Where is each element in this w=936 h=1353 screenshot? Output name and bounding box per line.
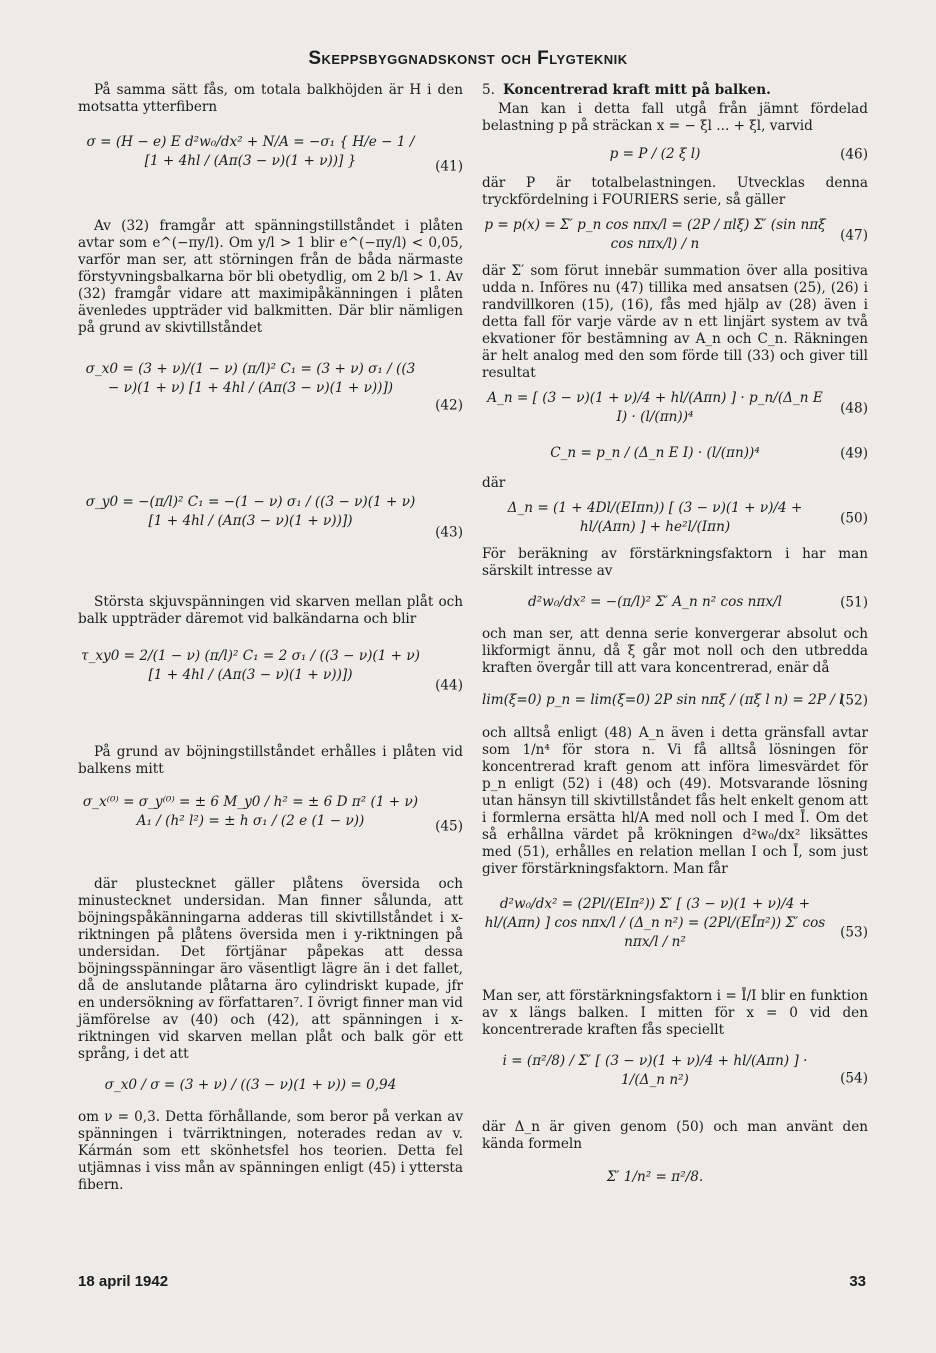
paragraph: och man ser, att denna serie konvergerar absolut och likformigt ännu, då ξ går mot noll och den utbredda kraften övergår till att vara koncentrerad, enär då: [482, 626, 868, 676]
paragraph: För beräkning av förstärkningsfaktorn i har man särskilt intresse av: [482, 546, 868, 579]
equation-number: (42): [435, 397, 463, 414]
running-header: Skeppsbyggnadskonst och Flygteknik: [308, 48, 628, 69]
equation-50: [482, 495, 868, 543]
equation-body: C_n = p_n / (Δ_n E I) · (l/(πn))⁴: [550, 445, 760, 461]
equation-body: p = p(x) = Σ′ p_n cos nπx/l = (2P / πlξ) Σ′ (sin nπξ cos nπx/l) / n: [484, 217, 826, 252]
equation-body: σ_y0 = −(π/l)² C₁ = −(1 − ν) σ₁ / ((3 − ν)(1 + ν) [1 + 4hl / (Aπ(3 − ν)(1 + ν))]): [85, 494, 416, 529]
equation-number: (43): [435, 524, 463, 541]
equation-body: Σ′ 1/n² = π²/8.: [606, 1169, 704, 1185]
equation-45: [78, 781, 463, 873]
equation-sum: [482, 1156, 868, 1200]
equation-41: [78, 119, 463, 215]
equation-47: [482, 212, 868, 260]
equation-body: σ_x⁽⁰⁾ = σ_y⁽⁰⁾ = ± 6 M_y0 / h² = ± 6 D π² (1 + ν) A₁ / (h² l²) = ± h σ₁ / (2 e (1 − ν)): [82, 794, 419, 829]
paragraph: Man kan i detta fall utgå från jämnt fördelad belastning p på sträckan x = − ξl ... + ξl, varvid: [482, 101, 868, 134]
equation-53: [482, 881, 868, 985]
issue-date: 18 april 1942: [78, 1273, 169, 1290]
page-number: 33: [849, 1273, 866, 1290]
paragraph: där Σ′ som förut innebär summation över alla positiva udda n. Införes nu (47) tillika med ansatsen (25), (26) i randvillkoren (15), (16), fås med hjälp av (28) även i detta fall för varje värde av n ett linjärt system av två ekvationer för bestämning av A_n och C_n. Räkningen är helt analog med den som förde till (33) och giver till resultat: [482, 263, 868, 381]
equation-body: A_n = [ (3 − ν)(1 + ν)/4 + hl/(Aπn) ] · p_n/(Δ_n E I) · (l/(πn))⁴: [487, 390, 823, 425]
equation-44: [78, 631, 463, 741]
section-heading: [482, 82, 868, 99]
equation-body: lim(ξ=0) p_n = lim(ξ=0) 2P sin nπξ / (πξ l n) = 2P / l: [482, 692, 844, 708]
equation-number: (44): [435, 677, 463, 694]
equation-body: σ = (H − e) E d²w₀/dx² + N/A = −σ₁ { H/e − 1 / [1 + 4hl / (Aπ(3 − ν)(1 + ν))] }: [86, 134, 415, 169]
equation-body: Δ_n = (1 + 4Dl/(EIπn)) [ (3 − ν)(1 + ν)/4 + hl/(Aπn) ] + he²l/(Iπn): [507, 500, 803, 535]
paragraph: Av (32) framgår att spänningstillståndet i plåten avtar som e^(−πy/l). Om y/l > 1 blir e^(−πy/l) < 0,05, varför man ser, att störningen från de båda närmaste förstyvningsbalkarna bör bli obetydlig, om 2 b/l > 1. Av (32) framgår vidare att maximipåkänningen i plåten ävenledes uppträder vid balkmitten. Där blir nämligen på grund av skivtillståndet: [78, 218, 463, 336]
equation-body: d²w₀/dx² = (2Pl/(EIπ²)) Σ′ [ (3 − ν)(1 + ν)/4 + hl/(Aπn) ] cos nπx/l / (Δ_n n²) = (2Pl/(EĪπ²)) Σ′ cos nπx/l / n²: [484, 896, 826, 950]
equation-body: p = P / (2 ξ l): [609, 146, 701, 162]
equation-number: (46): [840, 146, 868, 163]
paragraph: På grund av böjningstillståndet erhålles i plåten vid balkens mitt: [78, 744, 463, 777]
paragraph: där plustecknet gäller plåtens översida och minustecknet undersidan. Man finner sålunda, att böjningspåkänningarna adderas till skivtillståndet i x-riktningen på plåtens översida men i y-riktningen på undersidan. Det förtjänar påpekas att dessa böjningsspänningar äro väsentligt lägre än i det fallet, då de anslutande plåtarna äro cylindriskt kupade, jfr en undersökning av författaren⁷. I övrigt finner man vid jämförelse av (40) och (42), att spänningen i x-riktningen vid skarven mellan plåt och balk gör ett språng, i det att: [78, 876, 463, 1062]
paragraph: Man ser, att förstärkningsfaktorn i = Ī/I blir en funktion av x längs balken. I mitten för x = 0 vid den koncentrerade kraften fås speciellt: [482, 988, 868, 1038]
equation-body: σ_x0 = (3 + ν)/(1 − ν) (π/l)² C₁ = (3 + ν) σ₁ / ((3 − ν)(1 + ν) [1 + 4hl / (Aπ(3 − ν)(1 + ν))]): [85, 361, 416, 396]
equation-number: (47): [840, 227, 868, 244]
equation-51: [482, 583, 868, 623]
equation-48: [482, 385, 868, 433]
equation-number: (54): [840, 1070, 868, 1087]
equation-46: [482, 138, 868, 172]
paragraph: där Δ_n är given genom (50) och man använt den kända formeln: [482, 1119, 868, 1152]
left-column: [78, 82, 463, 1194]
equation-number: (50): [840, 510, 868, 527]
equation-number: (48): [840, 400, 868, 417]
equation-52: [482, 680, 868, 722]
right-column: [482, 82, 868, 1203]
equation-49: [482, 436, 868, 472]
section-number: 5.: [482, 82, 495, 98]
equation-43: [78, 475, 463, 591]
equation-number: (45): [435, 818, 463, 835]
equation-54: [482, 1042, 868, 1116]
section-title: Koncentrerad kraft mitt på balken.: [502, 82, 771, 98]
equation-number: (53): [840, 924, 868, 941]
paragraph: där: [482, 475, 506, 491]
equation-ratio: [78, 1066, 463, 1106]
paragraph: där P är totalbelastningen. Utvecklas denna tryckfördelning i FOURIERS serie, så gäller: [482, 175, 868, 208]
equation-body: i = (π²/8) / Σ′ [ (3 − ν)(1 + ν)/4 + hl/(Aπn) ] · 1/(Δ_n n²): [502, 1053, 808, 1088]
paragraph: om ν = 0,3. Detta förhållande, som beror på verkan av spänningen i tvärriktningen, noterades redan av v. Kármán som ett skönhetsfel hos teorien. Detta fel utjämnas i viss mån av spänningen enligt (45) i yttersta fibern.: [78, 1109, 463, 1193]
paragraph: På samma sätt fås, om totala balkhöjden är H i den motsatta ytterfibern: [78, 82, 463, 115]
paragraph: Största skjuvspänningen vid skarven mellan plåt och balk uppträder däremot vid balkändarna och blir: [78, 594, 463, 627]
equation-body: d²w₀/dx² = −(π/l)² Σ′ A_n n² cos nπx/l: [528, 594, 782, 610]
paragraph: och alltså enligt (48) A_n även i detta gränsfall avtar som 1/n⁴ för stora n. Vi få alltså lösningen för koncentrerad kraft genom att införa limesvärdet för p_n enligt (52) i (48) och (49). Motsvarande lösning utan hänsyn till skivtillståndet fås helt enkelt genom att i formlerna ersätta hl/A med noll och I med Ī. Om det så erhållna värdet på krökningen d²w₀/dx² liksättes med (51), erhålles en relation mellan I och Ī, som just giver förstärkningsfaktorn. Man får: [482, 725, 868, 877]
equation-number: (52): [840, 692, 868, 709]
equation-number: (41): [435, 158, 463, 175]
equation-number: (51): [840, 594, 868, 611]
equation-42: [78, 340, 463, 472]
equation-number: (49): [840, 445, 868, 462]
equation-body: σ_x0 / σ = (3 + ν) / ((3 − ν)(1 + ν)) = 0,94: [104, 1077, 397, 1093]
equation-body: τ_xy0 = 2/(1 − ν) (π/l)² C₁ = 2 σ₁ / ((3 − ν)(1 + ν) [1 + 4hl / (Aπ(3 − ν)(1 + ν))]): [81, 648, 420, 683]
